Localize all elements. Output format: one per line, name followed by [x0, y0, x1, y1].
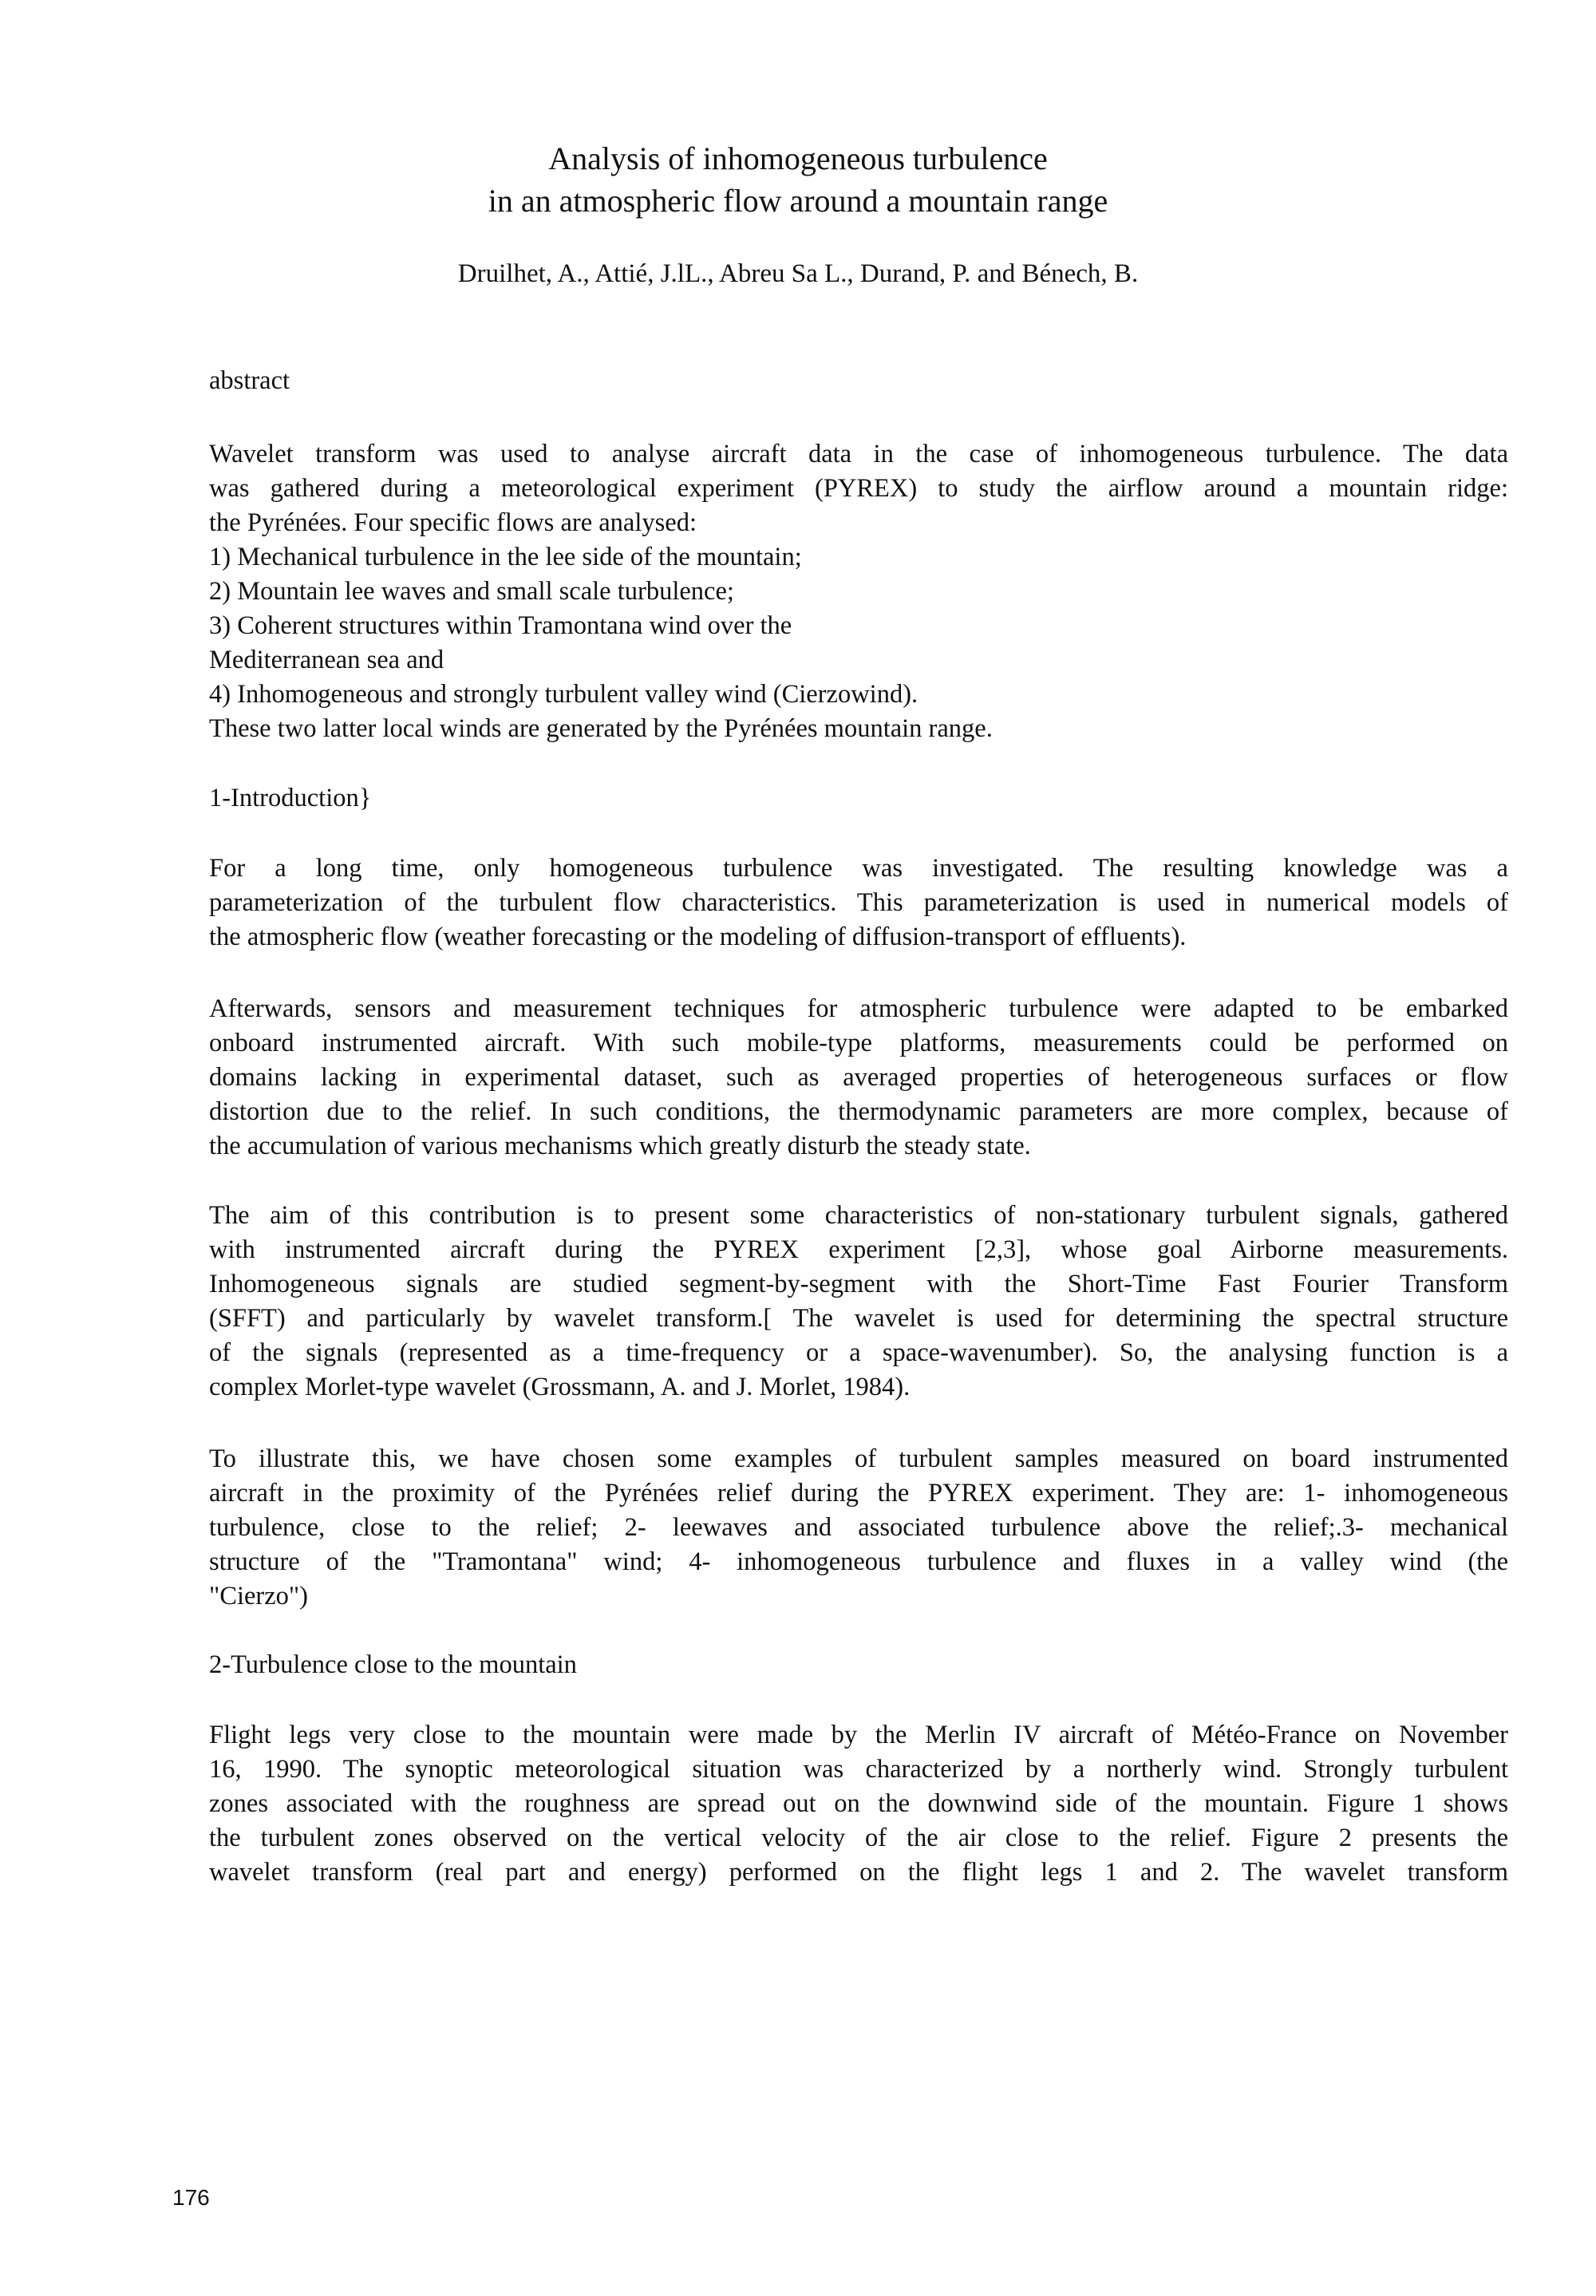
page-number: 176 [172, 2185, 210, 2210]
text-line: complex Morlet-type wavelet (Grossmann, A. and J. Morlet, 1984). [209, 1373, 911, 1401]
text-line: Flight legs very close to the mountain were made by the Merlin IV aircraft of Météo-France on November [209, 1721, 1508, 1749]
text-line: was gathered during a meteorological experiment (PYREX) to study the airflow around a mountain ridge: [209, 474, 1508, 503]
text-line: The aim of this contribution is to present some characteristics of non-stationary turbulent signals, gathered [209, 1201, 1508, 1230]
section-heading-turbulence: 2-Turbulence close to the mountain [209, 1650, 577, 1679]
text-line: For a long time, only homogeneous turbulence was investigated. The resulting knowledge was a [209, 854, 1508, 883]
text-line: onboard instrumented aircraft. With such mobile-type platforms, measurements could be performed on [209, 1029, 1508, 1057]
text-line: the accumulation of various mechanisms which greatly disturb the steady state. [209, 1132, 1031, 1160]
text-line: parameterization of the turbulent flow characteristics. This parameterization is used in numerical models of [209, 888, 1508, 917]
afterwards-paragraph [209, 992, 1508, 1164]
text-line: Afterwards, sensors and measurement techniques for atmospheric turbulence were adapted to be embarked [209, 994, 1508, 1023]
text-line: 3) Coherent structures within Tramontana wind over the [209, 611, 792, 640]
text-line: (SFFT) and particularly by wavelet transform.[ The wavelet is used for determining the spectral structure [209, 1304, 1508, 1333]
authors: Druilhet, A., Attié, J.lL., Abreu Sa L., Durand, P. and Bénech, B. [457, 259, 1139, 288]
text-line: zones associated with the roughness are spread out on the downwind side of the mountain. Figure 1 shows [209, 1789, 1508, 1818]
text-line: the atmospheric flow (weather forecasting or the modeling of diffusion-transport of effluents). [209, 923, 1187, 951]
text-line: 2) Mountain lee waves and small scale turbulence; [209, 577, 734, 606]
text-line: the Pyrénées. Four specific flows are analysed: [209, 508, 697, 537]
text-line: aircraft in the proximity of the Pyrénées relief during the PYREX experiment. They are: 1- inhomogeneous [209, 1479, 1508, 1508]
text-line: Wavelet transform was used to analyse aircraft data in the case of inhomogeneous turbulence. The data [209, 440, 1508, 468]
abstract-paragraph [209, 437, 1508, 746]
text-line: the turbulent zones observed on the vertical velocity of the air close to the relief. Figure 2 presents the [209, 1824, 1508, 1852]
text-line: of the signals (represented as a time-frequency or a space-wavenumber). So, the analysing function is a [209, 1338, 1508, 1367]
text-line: with instrumented aircraft during the PYREX experiment [2,3], whose goal Airborne measurements. [209, 1235, 1508, 1264]
title-line-2: in an atmospheric flow around a mountain range [488, 183, 1108, 219]
abstract-heading: abstract [209, 366, 290, 395]
text-line: These two latter local winds are generated by the Pyrénées mountain range. [209, 714, 993, 743]
text-line: 1) Mechanical turbulence in the lee side of the mountain; [209, 543, 802, 571]
text-line: domains lacking in experimental dataset, such as averaged properties of heterogeneous surfaces or flow [209, 1063, 1508, 1092]
flight-legs-paragraph [209, 1718, 1508, 1890]
text-line: "Cierzo") [209, 1582, 308, 1610]
illustrate-paragraph [209, 1442, 1508, 1614]
text-line: structure of the "Tramontana" wind; 4- inhomogeneous turbulence and fluxes in a valley wind (the [209, 1547, 1508, 1576]
section-heading-introduction: 1-Introduction} [209, 784, 372, 812]
text-line: To illustrate this, we have chosen some examples of turbulent samples measured on board instrumented [209, 1444, 1508, 1473]
text-line: Mediterranean sea and [209, 646, 444, 674]
aim-paragraph [209, 1199, 1508, 1405]
text-line: Inhomogeneous signals are studied segment-by-segment with the Short-Time Fast Fourier Transform [209, 1270, 1508, 1298]
text-line: 16, 1990. The synoptic meteorological situation was characterized by a northerly wind. Strongly turbulent [209, 1755, 1508, 1784]
intro-paragraph [209, 852, 1508, 954]
paper-title [0, 137, 1596, 222]
text-line: distortion due to the relief. In such conditions, the thermodynamic parameters are more complex, because of [209, 1097, 1508, 1126]
text-line: wavelet transform (real part and energy) performed on the flight legs 1 and 2. The wavelet transform [209, 1858, 1508, 1887]
text-line: 4) Inhomogeneous and strongly turbulent valley wind (Cierzowind). [209, 680, 918, 709]
title-line-1: Analysis of inhomogeneous turbulence [548, 140, 1048, 176]
text-line: turbulence, close to the relief; 2- leewaves and associated turbulence above the relief;.3- mechanical [209, 1513, 1508, 1542]
